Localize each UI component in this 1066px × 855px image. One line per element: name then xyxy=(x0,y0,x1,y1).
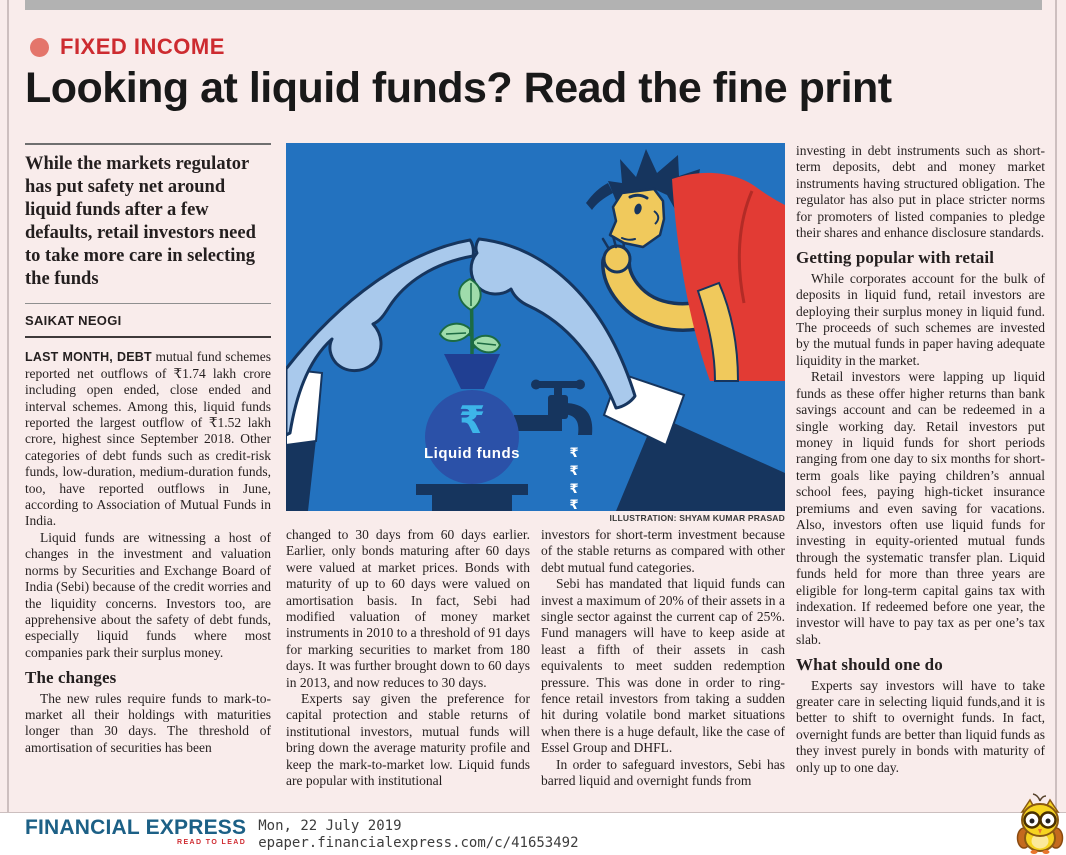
paragraph: changed to 30 days from 60 days earlier. Earlier, only bonds maturing after 60 days were valued at market prices. Bonds with maturity of up to 60 days were valued on amortisation basis. In fact, Sebi had modified valuation of money market instruments in 2010 to a threshold of 91 days for marking securities to market from 180 days. It was further brought down to 60 days in 2013, and now reduces to 30 days. xyxy=(286,527,530,690)
rupee-drop: ₹ xyxy=(569,482,579,497)
rupee-drop: ₹ xyxy=(569,446,579,461)
right-edge-line xyxy=(1055,0,1057,812)
subheading-getting-popular: Getting popular with retail xyxy=(796,248,995,268)
column-2 xyxy=(286,527,530,812)
section-header xyxy=(30,34,225,60)
lead-in-text: LAST MONTH, DEBT xyxy=(25,350,152,365)
byline: SAIKAT NEOGI xyxy=(25,313,122,328)
rupee-drops xyxy=(569,446,578,511)
column-1 xyxy=(25,143,271,812)
standfirst: While the markets regulator has put safety net around liquid funds after a few defaults, retail investors need to take more care in selecting the funds xyxy=(25,143,271,291)
financial-express-logo xyxy=(25,818,246,847)
subheading-what-should-one-do: What should one do xyxy=(796,655,943,675)
article-illustration xyxy=(286,143,785,511)
subheading-the-changes: The changes xyxy=(25,668,117,688)
paragraph xyxy=(25,349,271,529)
paragraph: While corporates account for the bulk of deposits in liquid fund, retail investors are deploying their surplus money in liquid fund. The proceeds of such schemes are invested by the mutual funds in paper having adequate liquidity in the market. xyxy=(796,270,1045,368)
article-headline: Looking at liquid funds? Read the fine print xyxy=(25,64,892,112)
column-3 xyxy=(541,527,785,812)
paragraph: investors for short-term investment because of the stable returns as compared with other debt mutual fund categories. xyxy=(541,527,785,575)
paragraph: Liquid funds are witnessing a host of changes in the investment and valuation norms by Securities and Exchange Board of India (Sebi) because of the credit worries and the liquidity concerns. Investors too, are apprehensive about the safety of debt funds, especially liquid funds where most companies park their surplus money. xyxy=(25,529,271,660)
pot-rupee-symbol: ₹ xyxy=(458,398,486,442)
owl-mascot-icon xyxy=(1014,792,1066,854)
rule-below-byline xyxy=(25,336,271,338)
pot-label: Liquid funds xyxy=(424,445,520,462)
column-4 xyxy=(796,143,1045,812)
top-divider-bar xyxy=(25,0,1042,10)
rupee-drop: ₹ xyxy=(569,498,579,511)
paragraph: Experts say given the preference for capital protection and stable returns of institutional investors, mutual funds will bring down the average maturity profile and keep the mark-to-market low. Liquid funds are popular with institutional xyxy=(286,691,530,789)
face xyxy=(610,189,664,247)
edition-meta xyxy=(258,818,578,851)
paragraph: In order to safeguard investors, Sebi has barred liquid and overnight funds from xyxy=(541,756,785,789)
rupee-drop: ₹ xyxy=(569,464,579,479)
epaper-footer xyxy=(0,812,1066,855)
paragraph: The new rules require funds to mark-to-market all their holdings with maturities longer than 30 days. The threshold of amortisation of securities has been xyxy=(25,690,271,755)
section-dot-icon xyxy=(30,38,49,57)
paragraph: Sebi has mandated that liquid funds can invest a maximum of 20% of their assets in a single sector against the current cap of 25%. Fund managers will have to keep aside at least a fifth of their assets in cash equivalents to meet sudden redemption pressure. This was done in order to ring-fence retail investors from taking a sudden hit during volatile bond market situations when there is a huge default, like the case of Essel Group and DHFL. xyxy=(541,576,785,756)
paragraph: Experts say investors will have to take greater care in selecting liquid funds,and it is better to shift to overnight funds. In fact, overnight funds are better than liquid funds as they invest purely in bonds with maturity of only up to one day. xyxy=(796,677,1045,775)
brand-wordmark: FINANCIAL EXPRESS xyxy=(25,816,247,839)
hand xyxy=(604,246,630,272)
illustration-caption: ILLUSTRATION: SHYAM KUMAR PRASAD xyxy=(609,513,785,523)
edition-date: Mon, 22 July 2019 xyxy=(258,818,402,834)
paragraph: investing in debt instruments such as short-term deposits, debt and money market instruments having structured obligation. The regulator has also put in place stricter norms for promoters of listed companies to pledge their shares and enhance disclosure standards. xyxy=(796,143,1045,241)
left-edge-line xyxy=(7,0,9,812)
paragraph-text: mutual fund schemes reported net outflows of ₹1.74 lakh crore including open ended, close ended and interval schemes. Among this, liquid funds reported the largest outflow of ₹1.52 lakh crore, highest since September 2018. Other categories of debt funds such as credit-risk funds, low-duration, medium-duration funds, too, have reported outflows in June, according to Association of Mutual Funds in India. xyxy=(25,349,271,529)
brand-tagline: READ TO LEAD xyxy=(177,839,247,846)
section-label: FIXED INCOME xyxy=(60,34,225,59)
paragraph: Retail investors were lapping up liquid funds as these offer higher returns than bank savings account and can be redeemed in a single working day. Retail investors put money in liquid funds for short periods ranging from one day to six months for short-term goals like paying children’s annual school fees, paying high-ticket insurance premiums and even saving for vacations. Also, investors often use liquid funds for investing in equity-oriented mutual funds through the systematic transfer plan. Liquid funds held for more than three years are eligible for long-term capital gains tax with indexation. If redeemed before one year, the investor will have to pay tax as per one’s tax slab. xyxy=(796,369,1045,647)
epaper-url-link[interactable]: epaper.financialexpress.com/c/41653492 xyxy=(258,834,579,851)
